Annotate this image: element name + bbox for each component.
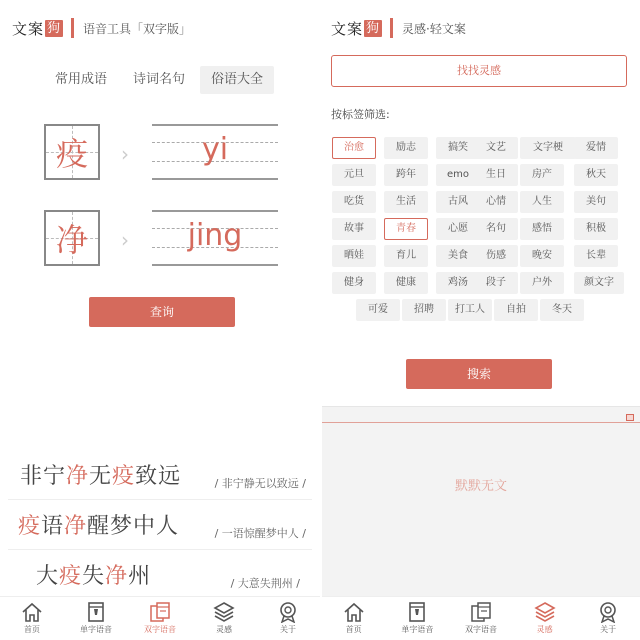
bottom-tab-bar xyxy=(322,596,640,640)
header-subtitle: 灵感·轻文案 xyxy=(402,21,466,36)
tag-chip[interactable]: 青春 xyxy=(384,218,428,240)
tab-bar-item[interactable] xyxy=(194,597,254,640)
tab-bar-label: 灵感 xyxy=(536,625,553,634)
filter-label: 按标签筛选: xyxy=(331,108,390,121)
tag-chip[interactable]: 吃货 xyxy=(332,191,376,213)
tab-bar-label: 单字语音 xyxy=(401,625,434,634)
char-input-row-2[interactable] xyxy=(44,210,280,270)
home-icon xyxy=(324,601,384,623)
bottom-tab-bar xyxy=(0,596,320,640)
tab-bar-item[interactable] xyxy=(2,597,62,640)
tag-chip[interactable]: 爱情 xyxy=(574,137,618,159)
tag-chip[interactable]: 晚安 xyxy=(520,245,564,267)
tab-bar-item[interactable] xyxy=(578,597,638,640)
logo xyxy=(331,18,382,39)
tag-chip[interactable]: 名句 xyxy=(474,218,518,240)
logo-badge: 狗 xyxy=(47,20,62,36)
logo-text: 文案 xyxy=(331,19,364,38)
tag-chip[interactable]: 段子 xyxy=(474,272,518,294)
book-icon xyxy=(66,601,126,623)
char-grid-1[interactable] xyxy=(44,124,100,180)
badge-icon xyxy=(258,601,318,623)
tag-chip[interactable]: 晒娃 xyxy=(332,245,376,267)
tab-proverbs[interactable]: 俗语大全 xyxy=(200,66,274,94)
tag-chip[interactable]: 可爱 xyxy=(356,299,400,321)
empty-state-text: 默默无文 xyxy=(454,479,507,494)
tab-bar-item[interactable] xyxy=(387,597,447,640)
tag-chip[interactable]: 生日 xyxy=(474,164,518,186)
search-button[interactable]: 搜索 xyxy=(406,359,552,389)
badge-icon xyxy=(578,601,638,623)
tag-chip[interactable]: 故事 xyxy=(332,218,376,240)
tab-bar-item[interactable] xyxy=(515,597,575,640)
tab-bar-label: 首页 xyxy=(24,625,40,634)
tab-bar-item[interactable] xyxy=(324,597,384,640)
header-divider xyxy=(71,18,74,38)
tag-chip[interactable]: 跨年 xyxy=(384,164,428,186)
tag-chip[interactable]: 自拍 xyxy=(494,299,538,321)
tag-chip[interactable]: 鸡汤 xyxy=(436,272,480,294)
pinyin-text-2: jing xyxy=(187,218,243,253)
header xyxy=(331,16,466,40)
home-icon xyxy=(2,601,62,623)
tag-chip[interactable]: 感悟 xyxy=(520,218,564,240)
tag-chip[interactable]: 美句 xyxy=(574,191,618,213)
chevron-right-icon: › xyxy=(121,228,129,252)
tag-chip[interactable]: 心愿 xyxy=(436,218,480,240)
tag-chip[interactable]: 生活 xyxy=(384,191,428,213)
tag-chip[interactable]: 积极 xyxy=(574,218,618,240)
tag-chip[interactable]: 招聘 xyxy=(402,299,446,321)
double-book-icon xyxy=(451,601,511,623)
tab-bar-label: 首页 xyxy=(345,625,362,634)
logo-text: 文案 xyxy=(12,19,45,38)
idiom-original: / 大意失荆州 / xyxy=(230,577,300,590)
idiom-original: / 一语惊醒梦中人 / xyxy=(214,527,306,540)
char-grid-2[interactable] xyxy=(44,210,100,266)
category-tabs xyxy=(44,66,278,94)
tag-chip[interactable]: 健康 xyxy=(384,272,428,294)
tab-bar-item[interactable] xyxy=(66,597,126,640)
list-item[interactable] xyxy=(8,450,312,500)
tag-chip[interactable]: 文艺 xyxy=(474,137,518,159)
tag-chip[interactable]: emo xyxy=(436,164,480,186)
idiom-original: / 非宁静无以致远 / xyxy=(214,477,306,490)
header xyxy=(12,16,191,40)
char-glyph-2: 净 xyxy=(55,221,88,259)
tag-chip[interactable]: 颜文字 xyxy=(574,272,624,294)
result-divider xyxy=(322,422,640,423)
tag-chip[interactable]: 美食 xyxy=(436,245,480,267)
idiom-text: 疫语净醒梦中人 xyxy=(18,514,180,539)
tab-bar-item[interactable] xyxy=(258,597,318,640)
char-input-row-1[interactable] xyxy=(44,124,280,184)
right-screen xyxy=(322,0,640,640)
header-subtitle: 语音工具「双字版」 xyxy=(83,21,192,36)
tag-chip[interactable]: 人生 xyxy=(520,191,564,213)
tab-bar-label: 灵感 xyxy=(216,625,232,634)
tab-bar-label: 双字语音 xyxy=(144,625,176,634)
tab-bar-label: 单字语音 xyxy=(80,625,112,634)
double-book-icon xyxy=(130,601,190,623)
tab-bar-item[interactable] xyxy=(451,597,511,640)
idiom-list xyxy=(8,450,312,600)
chevron-right-icon: › xyxy=(121,142,129,166)
tag-chip[interactable]: 元旦 xyxy=(332,164,376,186)
tab-bar-item[interactable] xyxy=(130,597,190,640)
tab-bar-label: 双字语音 xyxy=(464,625,497,634)
tag-chip[interactable]: 健身 xyxy=(332,272,376,294)
book-icon xyxy=(387,601,447,623)
tag-chip[interactable]: 古风 xyxy=(436,191,480,213)
list-item[interactable] xyxy=(8,550,312,600)
result-area xyxy=(322,406,640,596)
tag-chip[interactable]: 伤感 xyxy=(474,245,518,267)
pinyin-grid-1 xyxy=(152,124,278,180)
tag-chip[interactable]: 户外 xyxy=(520,272,564,294)
tag-chip[interactable]: 秋天 xyxy=(574,164,618,186)
tab-common-idioms[interactable]: 常用成语 xyxy=(55,72,108,87)
tag-chip[interactable]: 育儿 xyxy=(384,245,428,267)
tag-chip[interactable]: 心情 xyxy=(474,191,518,213)
idiom-text: 非宁净无疫致远 xyxy=(20,464,182,489)
query-button[interactable]: 查询 xyxy=(89,297,235,327)
logo xyxy=(12,18,63,39)
tag-chip[interactable]: 房产 xyxy=(520,164,564,186)
layers-icon xyxy=(194,601,254,623)
copy-icon[interactable] xyxy=(626,414,634,421)
tag-chip[interactable]: 打工人 xyxy=(448,299,492,321)
logo-badge: 狗 xyxy=(366,20,381,36)
layers-icon xyxy=(515,601,575,623)
tag-chip[interactable]: 励志 xyxy=(384,137,428,159)
pinyin-text-1: yi xyxy=(201,132,229,167)
idiom-text: 大疫失净州 xyxy=(36,564,152,589)
char-glyph-1: 疫 xyxy=(55,135,88,173)
tag-chip[interactable]: 搞笑 xyxy=(436,137,480,159)
tag-chip[interactable]: 治愈 xyxy=(332,137,376,159)
tag-chip[interactable]: 冬天 xyxy=(540,299,584,321)
tab-bar-label: 关于 xyxy=(280,625,296,634)
find-inspiration-button[interactable]: 找找灵感 xyxy=(331,55,627,87)
header-divider xyxy=(390,18,393,38)
tag-chip[interactable]: 长辈 xyxy=(574,245,618,267)
tab-poetry-quotes[interactable]: 诗词名句 xyxy=(133,72,186,87)
tab-bar-label: 关于 xyxy=(600,625,617,634)
tag-chip[interactable]: 文字梗 xyxy=(520,137,576,159)
pinyin-grid-2 xyxy=(152,210,278,266)
list-item[interactable] xyxy=(8,500,312,550)
